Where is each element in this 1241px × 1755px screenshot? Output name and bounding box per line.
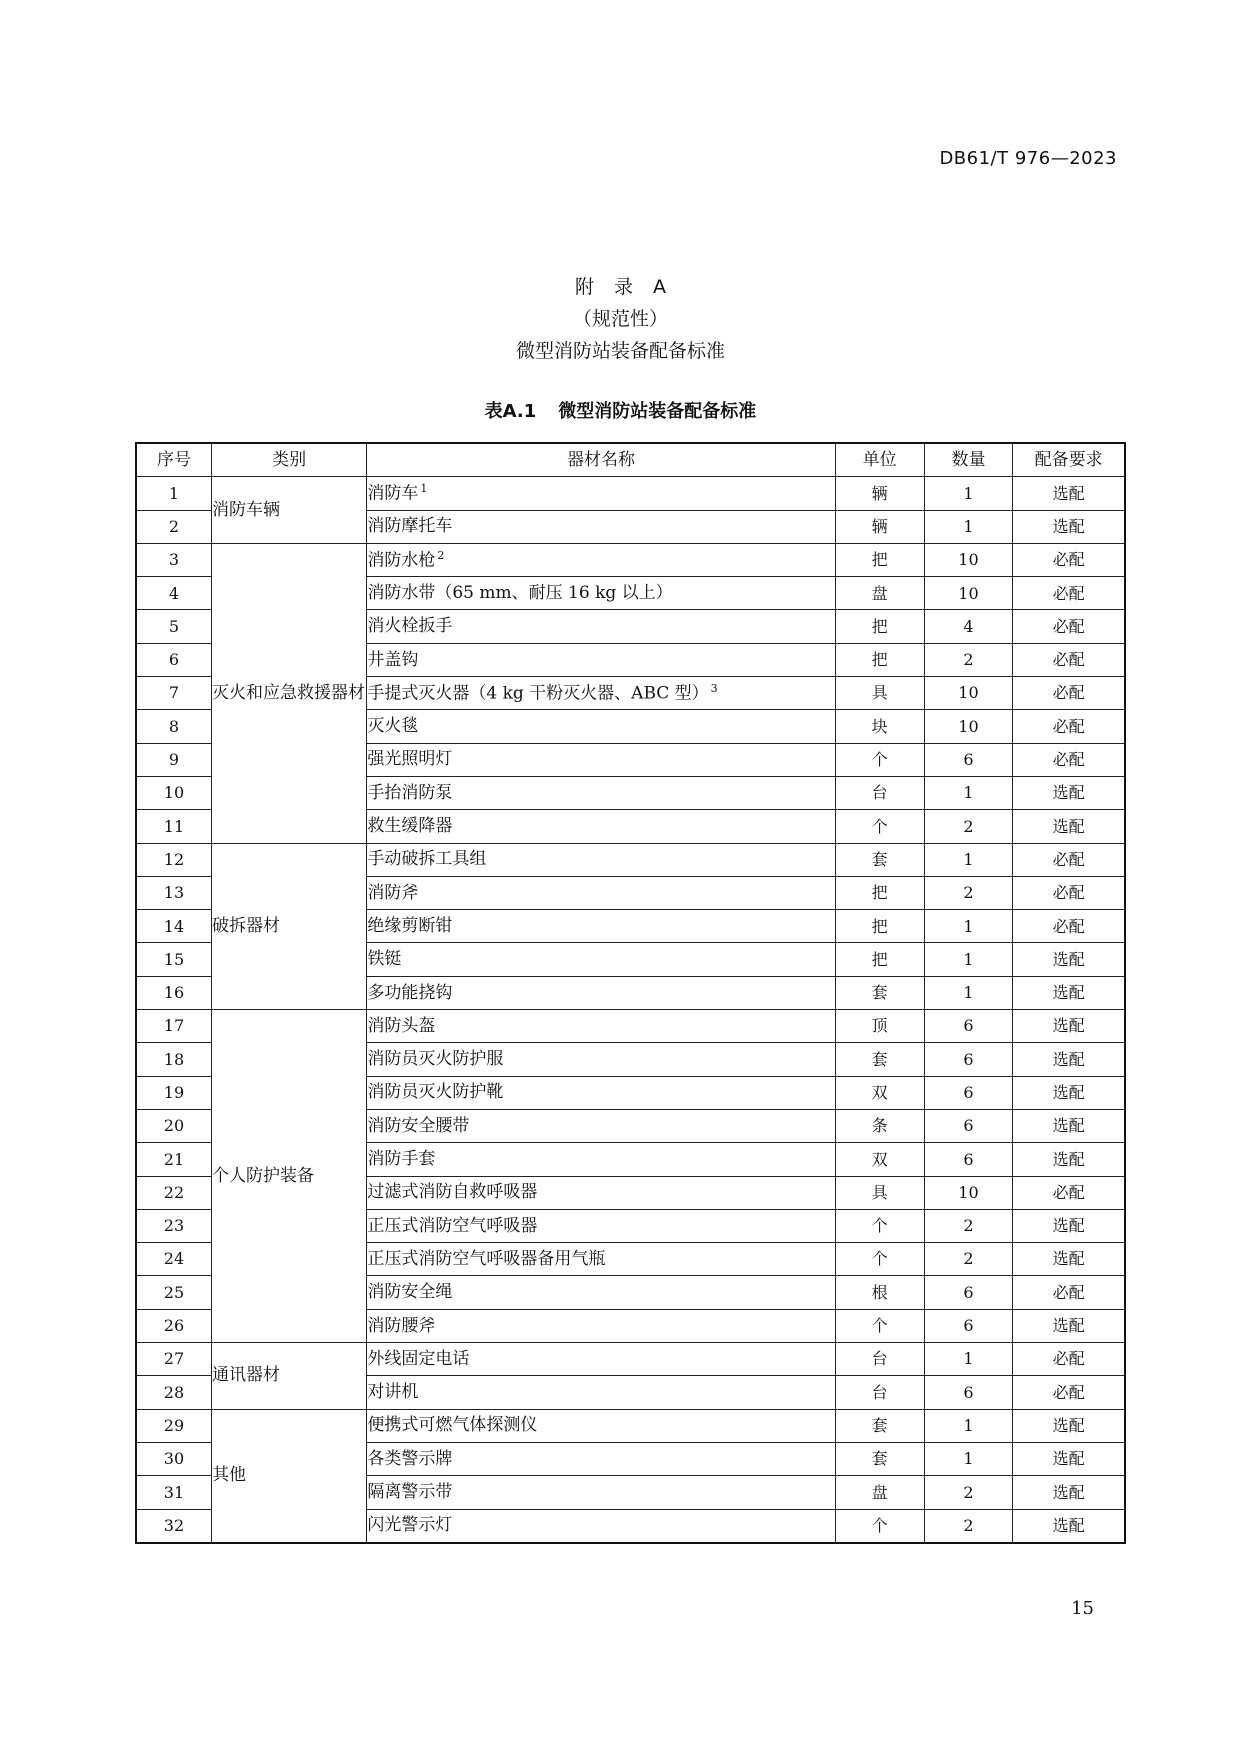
- row-quantity: 1: [924, 1409, 1013, 1442]
- footnote-marker: 2: [437, 548, 445, 562]
- row-index: 9: [136, 743, 211, 776]
- equipment-name-text: 消防安全绳: [367, 1282, 453, 1303]
- equipment-name-text: 多功能挠钩: [367, 982, 453, 1003]
- equipment-name-text: 隔离警示带: [367, 1482, 453, 1502]
- row-unit: 套: [835, 843, 924, 876]
- row-index: 28: [136, 1376, 211, 1409]
- row-unit: 具: [835, 677, 924, 710]
- row-index: 31: [136, 1476, 211, 1509]
- row-requirement: 必配: [1013, 843, 1125, 876]
- row-index: 3: [136, 543, 211, 576]
- row-quantity: 6: [924, 1276, 1013, 1309]
- equipment-name-text: 消防手套: [367, 1149, 436, 1170]
- row-equipment-name: [367, 510, 835, 543]
- row-category: 灭火和应急救援器材: [211, 543, 366, 843]
- row-unit: 台: [835, 1343, 924, 1376]
- equipment-name-text: 消防腰斧: [367, 1315, 436, 1336]
- row-requirement: 必配: [1013, 1276, 1125, 1309]
- row-quantity: 10: [924, 577, 1013, 610]
- row-requirement: 选配: [1013, 1076, 1125, 1109]
- row-quantity: 1: [924, 843, 1013, 876]
- row-unit: 套: [835, 1409, 924, 1442]
- row-index: 14: [136, 910, 211, 943]
- header-unit: 单位: [835, 443, 924, 477]
- row-unit: 个: [835, 1243, 924, 1276]
- row-index: 25: [136, 1276, 211, 1309]
- row-quantity: 6: [924, 1376, 1013, 1409]
- equipment-name-text: 外线固定电话: [367, 1348, 470, 1369]
- table-caption: [0, 397, 1241, 423]
- row-requirement: 选配: [1013, 1209, 1125, 1242]
- row-equipment-name: [367, 1043, 835, 1076]
- row-unit: 块: [835, 710, 924, 743]
- row-index: 23: [136, 1209, 211, 1242]
- row-index: 22: [136, 1176, 211, 1209]
- equipment-name-text: 消防水枪: [367, 550, 436, 571]
- row-requirement: 必配: [1013, 710, 1125, 743]
- row-unit: 把: [835, 543, 924, 576]
- row-quantity: 6: [924, 1109, 1013, 1142]
- row-requirement: 选配: [1013, 1509, 1125, 1543]
- appendix-nature: （规范性）: [572, 308, 668, 330]
- equipment-name-text: 消防斧: [367, 882, 419, 903]
- row-unit: 个: [835, 1209, 924, 1242]
- row-unit: 套: [835, 1043, 924, 1076]
- header-category: 类别: [211, 443, 366, 477]
- row-requirement: 选配: [1013, 976, 1125, 1009]
- row-quantity: 2: [924, 1509, 1013, 1543]
- row-requirement: 选配: [1013, 776, 1125, 809]
- table-body: [136, 477, 1125, 1543]
- row-quantity: 2: [924, 1243, 1013, 1276]
- row-category: 其他: [211, 1409, 366, 1543]
- row-index: 21: [136, 1143, 211, 1176]
- row-equipment-name: [367, 1409, 835, 1442]
- row-index: 5: [136, 610, 211, 643]
- row-quantity: 2: [924, 876, 1013, 909]
- row-requirement: 选配: [1013, 1409, 1125, 1442]
- row-unit: 台: [835, 1376, 924, 1409]
- row-equipment-name: [367, 1376, 835, 1409]
- row-equipment-name: [367, 1143, 835, 1176]
- row-index: 8: [136, 710, 211, 743]
- row-category: 消防车辆: [211, 477, 366, 544]
- row-quantity: 1: [924, 477, 1013, 510]
- row-requirement: 选配: [1013, 477, 1125, 510]
- row-equipment-name: [367, 1076, 835, 1109]
- table-row: [136, 477, 1125, 510]
- row-equipment-name: [367, 577, 835, 610]
- row-equipment-name: [367, 943, 835, 976]
- row-quantity: 2: [924, 810, 1013, 843]
- row-index: 12: [136, 843, 211, 876]
- row-equipment-name: [367, 477, 835, 510]
- row-index: 19: [136, 1076, 211, 1109]
- row-equipment-name: [367, 776, 835, 809]
- footnote-marker: 1: [420, 482, 428, 496]
- row-unit: 把: [835, 910, 924, 943]
- row-equipment-name: [367, 710, 835, 743]
- row-quantity: 6: [924, 743, 1013, 776]
- appendix-subject: 微型消防站装备配备标准: [515, 340, 725, 362]
- row-unit: 把: [835, 643, 924, 676]
- row-quantity: 10: [924, 543, 1013, 576]
- row-index: 24: [136, 1243, 211, 1276]
- row-index: 11: [136, 810, 211, 843]
- row-equipment-name: [367, 610, 835, 643]
- row-requirement: 选配: [1013, 1309, 1125, 1342]
- row-requirement: 必配: [1013, 743, 1125, 776]
- table-row: [136, 843, 1125, 876]
- row-index: 18: [136, 1043, 211, 1076]
- equipment-name-text: 井盖钩: [367, 649, 419, 670]
- row-quantity: 10: [924, 677, 1013, 710]
- row-unit: 条: [835, 1109, 924, 1142]
- equipment-name-text: 消防安全腰带: [367, 1115, 470, 1136]
- row-quantity: 1: [924, 910, 1013, 943]
- row-unit: 个: [835, 1509, 924, 1543]
- row-unit: 顶: [835, 1010, 924, 1043]
- row-index: 20: [136, 1109, 211, 1142]
- row-index: 27: [136, 1343, 211, 1376]
- row-unit: 把: [835, 943, 924, 976]
- row-requirement: 选配: [1013, 1243, 1125, 1276]
- row-requirement: 必配: [1013, 1176, 1125, 1209]
- row-requirement: 选配: [1013, 810, 1125, 843]
- row-index: 1: [136, 477, 211, 510]
- row-equipment-name: [367, 1309, 835, 1342]
- row-unit: 个: [835, 743, 924, 776]
- row-requirement: 选配: [1013, 1143, 1125, 1176]
- table-row: [136, 543, 1125, 576]
- row-quantity: 1: [924, 510, 1013, 543]
- row-quantity: 1: [924, 1442, 1013, 1475]
- row-unit: 根: [835, 1276, 924, 1309]
- row-unit: 个: [835, 810, 924, 843]
- row-equipment-name: [367, 843, 835, 876]
- appendix-title: 附 录 A: [574, 276, 667, 298]
- row-quantity: 1: [924, 1343, 1013, 1376]
- row-quantity: 2: [924, 1209, 1013, 1242]
- row-equipment-name: [367, 543, 835, 576]
- row-quantity: 10: [924, 1176, 1013, 1209]
- row-equipment-name: [367, 1509, 835, 1543]
- row-requirement: 必配: [1013, 577, 1125, 610]
- row-quantity: 6: [924, 1309, 1013, 1342]
- equipment-name-text: 消防摩托车: [367, 516, 453, 537]
- row-index: 17: [136, 1010, 211, 1043]
- row-unit: 台: [835, 776, 924, 809]
- equipment-name-text: 手抬消防泵: [367, 782, 453, 803]
- table-caption-title: 微型消防站装备配备标准: [558, 401, 757, 422]
- row-index: 26: [136, 1309, 211, 1342]
- equipment-name-text: 绝缘剪断钳: [367, 915, 453, 936]
- equipment-name-text: 铁铤: [367, 949, 402, 970]
- row-requirement: 必配: [1013, 876, 1125, 909]
- row-unit: 盘: [835, 577, 924, 610]
- row-quantity: 10: [924, 710, 1013, 743]
- equipment-name-text: 消火栓扳手: [367, 616, 453, 637]
- footnote-marker: 3: [710, 682, 718, 696]
- row-equipment-name: [367, 1243, 835, 1276]
- table-row: [136, 1409, 1125, 1442]
- table-row: [136, 1010, 1125, 1043]
- row-index: 4: [136, 577, 211, 610]
- row-requirement: 必配: [1013, 643, 1125, 676]
- row-requirement: 必配: [1013, 610, 1125, 643]
- row-quantity: 6: [924, 1143, 1013, 1176]
- row-equipment-name: [367, 743, 835, 776]
- row-index: 7: [136, 677, 211, 710]
- row-index: 2: [136, 510, 211, 543]
- row-requirement: 选配: [1013, 1010, 1125, 1043]
- row-quantity: 2: [924, 643, 1013, 676]
- row-equipment-name: [367, 810, 835, 843]
- row-requirement: 选配: [1013, 1442, 1125, 1475]
- row-equipment-name: [367, 876, 835, 909]
- header-requirement: 配备要求: [1013, 443, 1125, 477]
- page-number: 15: [1071, 1598, 1094, 1619]
- header-name: 器材名称: [367, 443, 835, 477]
- row-index: 29: [136, 1409, 211, 1442]
- equipment-name-text: 消防水带（65 mm、耐压 16 kg 以上）: [367, 582, 673, 603]
- row-quantity: 6: [924, 1043, 1013, 1076]
- equipment-name-text: 手动破拆工具组: [367, 849, 487, 870]
- row-unit: 把: [835, 610, 924, 643]
- row-unit: 辆: [835, 477, 924, 510]
- row-requirement: 必配: [1013, 1343, 1125, 1376]
- row-quantity: 1: [924, 776, 1013, 809]
- row-requirement: 必配: [1013, 910, 1125, 943]
- row-requirement: 必配: [1013, 677, 1125, 710]
- row-equipment-name: [367, 1109, 835, 1142]
- row-requirement: 选配: [1013, 1476, 1125, 1509]
- row-unit: 套: [835, 976, 924, 1009]
- row-equipment-name: [367, 1442, 835, 1475]
- row-equipment-name: [367, 1276, 835, 1309]
- table-row: [136, 1343, 1125, 1376]
- equipment-name-text: 过滤式消防自救呼吸器: [367, 1182, 538, 1203]
- row-category: 个人防护装备: [211, 1010, 366, 1343]
- equipment-name-text: 救生缓降器: [367, 816, 453, 837]
- row-index: 15: [136, 943, 211, 976]
- equipment-name-text: 消防员灭火防护靴: [367, 1082, 504, 1103]
- row-equipment-name: [367, 1176, 835, 1209]
- row-requirement: 选配: [1013, 1109, 1125, 1142]
- row-equipment-name: [367, 910, 835, 943]
- row-quantity: 2: [924, 1476, 1013, 1509]
- equipment-name-text: 便携式可燃气体探测仪: [367, 1415, 538, 1436]
- row-index: 30: [136, 1442, 211, 1475]
- row-equipment-name: [367, 677, 835, 710]
- equipment-name-text: 对讲机: [367, 1382, 419, 1403]
- row-requirement: 选配: [1013, 943, 1125, 976]
- row-unit: 把: [835, 876, 924, 909]
- row-unit: 双: [835, 1143, 924, 1176]
- equipment-table: [135, 442, 1126, 1544]
- row-index: 6: [136, 643, 211, 676]
- row-unit: 双: [835, 1076, 924, 1109]
- equipment-name-text: 消防员灭火防护服: [367, 1049, 504, 1070]
- header-index: 序号: [136, 443, 211, 477]
- row-category: 破拆器材: [211, 843, 366, 1009]
- row-quantity: 4: [924, 610, 1013, 643]
- row-requirement: 必配: [1013, 1376, 1125, 1409]
- equipment-name-text: 灭火毯: [367, 716, 419, 737]
- row-index: 32: [136, 1509, 211, 1543]
- equipment-name-text: 闪光警示灯: [367, 1515, 453, 1536]
- equipment-name-text: 手提式灭火器（4 kg 干粉灭火器、ABC 型）: [367, 683, 709, 704]
- row-requirement: 必配: [1013, 543, 1125, 576]
- row-unit: 辆: [835, 510, 924, 543]
- row-quantity: 6: [924, 1076, 1013, 1109]
- row-quantity: 6: [924, 1010, 1013, 1043]
- equipment-name-text: 正压式消防空气呼吸器备用气瓶: [367, 1248, 606, 1269]
- equipment-name-text: 消防车: [367, 483, 419, 504]
- row-unit: 套: [835, 1442, 924, 1475]
- row-index: 16: [136, 976, 211, 1009]
- row-equipment-name: [367, 1476, 835, 1509]
- row-equipment-name: [367, 643, 835, 676]
- row-equipment-name: [367, 976, 835, 1009]
- row-unit: 个: [835, 1309, 924, 1342]
- equipment-name-text: 强光照明灯: [367, 749, 453, 770]
- table-header-row: [136, 443, 1125, 477]
- table-caption-number: 表A.1: [484, 401, 537, 422]
- equipment-name-text: 消防头盔: [367, 1015, 436, 1036]
- row-quantity: 1: [924, 943, 1013, 976]
- row-category: 通讯器材: [211, 1343, 366, 1410]
- row-index: 10: [136, 776, 211, 809]
- row-equipment-name: [367, 1209, 835, 1242]
- row-unit: 具: [835, 1176, 924, 1209]
- row-requirement: 选配: [1013, 510, 1125, 543]
- row-index: 13: [136, 876, 211, 909]
- equipment-name-text: 各类警示牌: [367, 1448, 453, 1469]
- header-quantity: 数量: [924, 443, 1013, 477]
- equipment-name-text: 正压式消防空气呼吸器: [367, 1215, 538, 1236]
- row-unit: 盘: [835, 1476, 924, 1509]
- row-equipment-name: [367, 1343, 835, 1376]
- row-requirement: 选配: [1013, 1043, 1125, 1076]
- row-equipment-name: [367, 1010, 835, 1043]
- standard-code: DB61/T 976—2023: [939, 148, 1117, 169]
- row-quantity: 1: [924, 976, 1013, 1009]
